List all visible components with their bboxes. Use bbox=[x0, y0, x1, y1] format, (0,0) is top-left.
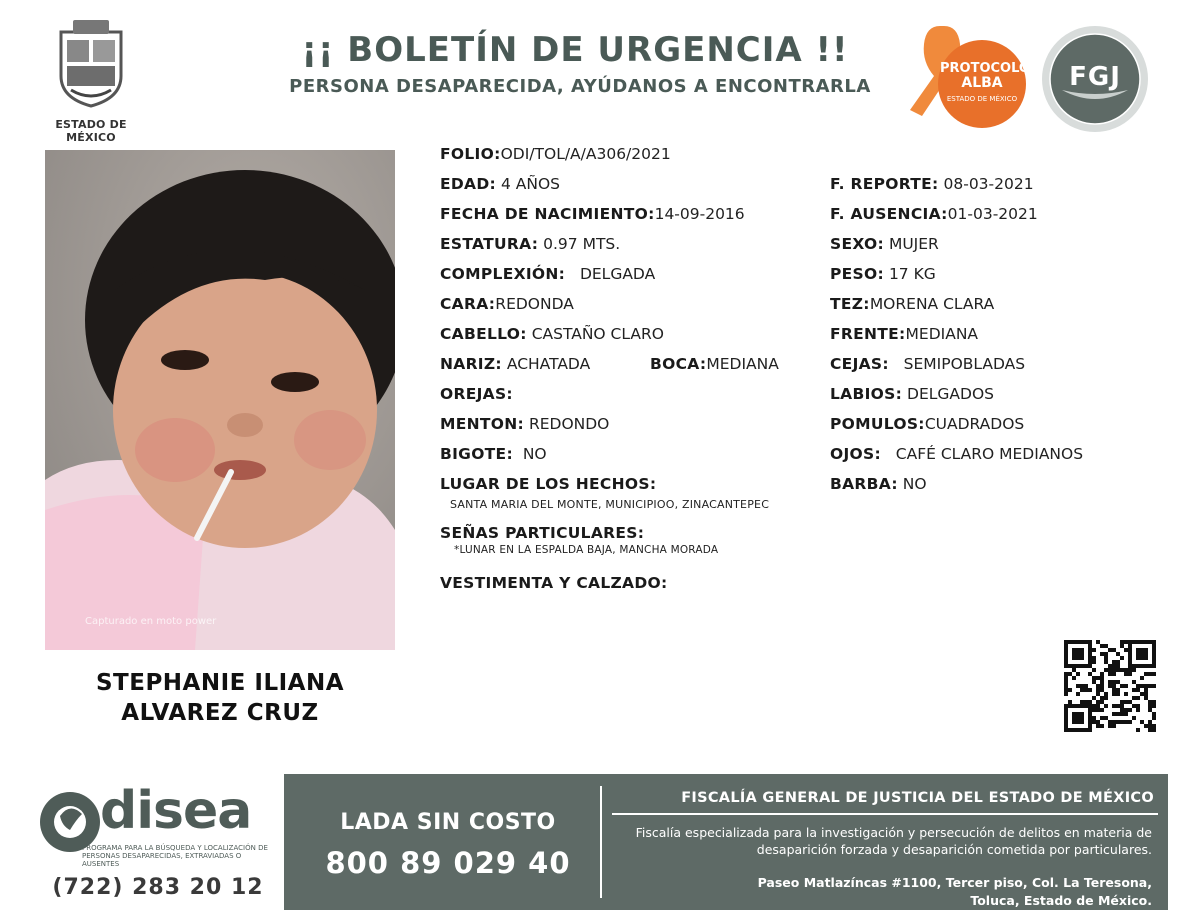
field-fecha-nacimiento: FECHA DE NACIMIENTO:14-09-2016 bbox=[440, 205, 745, 223]
fgj-address-line-1: Paseo Matlazíncas #1100, Tercer piso, Col. La Teresona, bbox=[757, 875, 1152, 890]
field-lugar-hechos-label: LUGAR DE LOS HECHOS: bbox=[440, 475, 657, 493]
state-label: ESTADO DE MÉXICO bbox=[55, 118, 127, 144]
bulletin-title: ¡¡ BOLETÍN DE URGENCIA !! bbox=[301, 30, 849, 70]
field-senas-label: SEÑAS PARTICULARES: bbox=[440, 524, 645, 542]
fgj-description: Fiscalía especializada para la investigación y persecución de delitos en materia de desaparición forzada y desaparición cometida por particulares. bbox=[635, 825, 1152, 857]
fgj-address-line-2: Toluca, Estado de México. bbox=[970, 893, 1152, 908]
field-bigote: BIGOTE: NO bbox=[440, 445, 547, 463]
fgj-logo bbox=[1040, 24, 1150, 134]
odisea-phone[interactable]: (722) 283 20 12 bbox=[52, 875, 264, 900]
qr-code-icon bbox=[1064, 640, 1156, 732]
field-orejas: OREJAS: bbox=[440, 385, 513, 403]
alba-line-3: ESTADO DE MÉXICO bbox=[946, 95, 1018, 103]
field-f-reporte: F. REPORTE: 08-03-2021 bbox=[830, 175, 1034, 193]
field-estatura: ESTATURA: 0.97 MTS. bbox=[440, 235, 621, 253]
field-folio: FOLIO:ODI/TOL/A/A306/2021 bbox=[440, 145, 671, 163]
field-cabello: CABELLO: CASTAÑO CLARO bbox=[440, 325, 664, 343]
field-frente: FRENTE:MEDIANA bbox=[830, 325, 979, 343]
photo-watermark: Capturado en moto power bbox=[85, 616, 217, 627]
field-cara: CARA:REDONDA bbox=[440, 295, 574, 313]
field-senas-value: *LUNAR EN LA ESPALDA BAJA, MANCHA MORADA bbox=[454, 544, 719, 556]
lada-number[interactable]: 800 89 029 40 bbox=[325, 846, 571, 880]
field-barba: BARBA: NO bbox=[830, 475, 927, 493]
odisea-description: PROGRAMA PARA LA BÚSQUEDA Y LOCALIZACIÓN DE PERSONAS DESAPARECIDAS, EXTRAVIADAS O AUSENTES bbox=[82, 844, 268, 868]
person-name-line-2: ALVAREZ CRUZ bbox=[121, 700, 319, 726]
field-cejas: CEJAS: SEMIPOBLADAS bbox=[830, 355, 1026, 373]
person-name-line-1: STEPHANIE ILIANA bbox=[95, 670, 345, 696]
field-sexo: SEXO: MUJER bbox=[830, 235, 939, 253]
footer-divider-vertical bbox=[600, 786, 602, 898]
bulletin-subtitle: PERSONA DESAPARECIDA, AYÚDANOS A ENCONTRARLA bbox=[289, 76, 871, 97]
field-tez: TEZ:MORENA CLARA bbox=[830, 295, 995, 313]
field-vestimenta: VESTIMENTA Y CALZADO: bbox=[440, 574, 668, 592]
field-complexion: COMPLEXIÓN: DELGADA bbox=[440, 265, 656, 283]
fgj-address bbox=[604, 874, 1152, 910]
odisea-logo bbox=[36, 782, 276, 868]
field-boca: BOCA:MEDIANA bbox=[650, 355, 779, 373]
field-ojos: OJOS: CAFÉ CLARO MEDIANOS bbox=[830, 445, 1084, 463]
field-lugar-hechos-value: SANTA MARIA DEL MONTE, MUNICIPIOO, ZINACANTEPEC bbox=[450, 498, 770, 511]
field-f-ausencia: F. AUSENCIA:01-03-2021 bbox=[830, 205, 1038, 223]
field-labios: LABIOS: DELGADOS bbox=[830, 385, 994, 403]
fgj-label: FGJ bbox=[1069, 62, 1121, 92]
field-nariz: NARIZ: ACHATADA bbox=[440, 355, 591, 373]
footer-divider-horizontal bbox=[612, 813, 1158, 815]
alba-line-1: PROTOCOLO bbox=[940, 61, 1030, 76]
odisea-word: disea bbox=[100, 781, 252, 841]
coat-of-arms-icon bbox=[51, 18, 131, 108]
estado-de-mexico-logo bbox=[30, 18, 152, 144]
field-menton: MENTON: REDONDO bbox=[440, 415, 610, 433]
field-edad: EDAD: 4 AÑOS bbox=[440, 175, 560, 193]
alba-line-2: ALBA bbox=[961, 75, 1003, 91]
protocolo-alba-logo bbox=[900, 22, 1030, 134]
lada-label: LADA SIN COSTO bbox=[340, 810, 556, 835]
field-pomulos: POMULOS:CUADRADOS bbox=[830, 415, 1025, 433]
missing-person-photo bbox=[45, 150, 395, 650]
fgj-title: FISCALÍA GENERAL DE JUSTICIA DEL ESTADO DE MÉXICO bbox=[681, 790, 1154, 806]
field-peso: PESO: 17 KG bbox=[830, 265, 936, 283]
qr-code[interactable] bbox=[1064, 640, 1156, 732]
person-name bbox=[60, 668, 380, 728]
